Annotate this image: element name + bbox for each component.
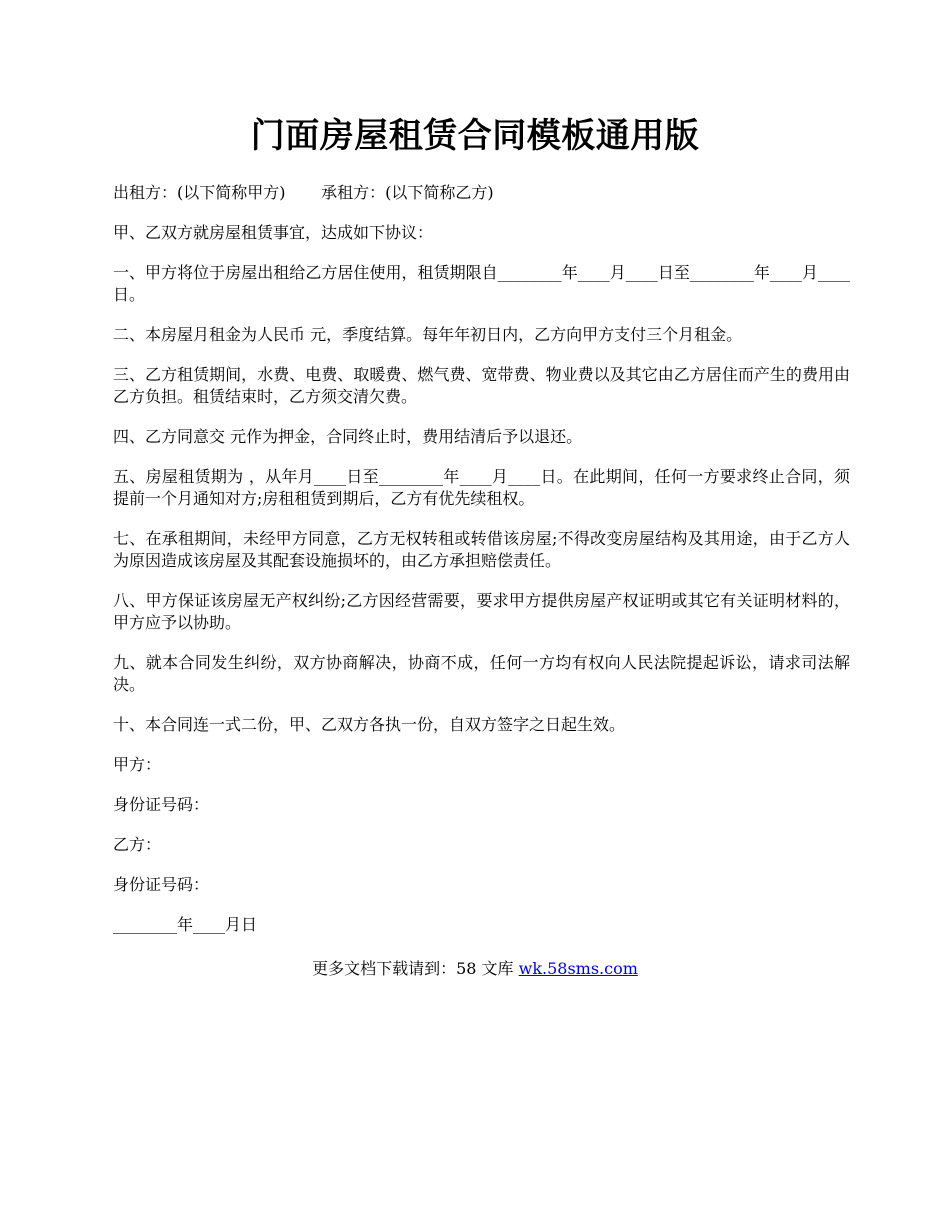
clause-8: 八、甲方保证该房屋无产权纠纷;乙方因经营需要，要求甲方提供房屋产权证明或其它有关证明材料的，甲方应予以协助。 (113, 591, 850, 632)
clause-2: 二、本房屋月租金为人民币 元，季度结算。每年年初日内，乙方向甲方支付三个月租金。 (113, 325, 743, 344)
footer-prefix: 更多文档下载请到：58 文库 (312, 959, 519, 978)
clause-1: 一、甲方将位于房屋出租给乙方居住使用，租赁期限自________年____月____日至________年____月____日。 (113, 263, 850, 304)
clause-3: 三、乙方租赁期间，水费、电费、取暖费、燃气费、宽带费、物业费以及其它由乙方居住而产生的费用由乙方负担。租赁结束时，乙方须交清欠费。 (113, 365, 850, 406)
party-b-signature: 乙方： (113, 835, 162, 854)
party-a-signature: 甲方： (113, 755, 162, 774)
party-a-id-number: 身份证号码： (113, 795, 210, 814)
clause-10: 十、本合同连一式二份，甲、乙双方各执一份，自双方签字之日起生效。 (113, 715, 626, 734)
clause-4: 四、乙方同意交 元作为押金，合同终止时，费用结清后予以退还。 (113, 427, 583, 446)
download-footer (0, 958, 950, 980)
lessor-label: 出租方：(以下简称甲方) (113, 183, 286, 202)
clause-5: 五、房屋租赁期为 ，从年月____日至________年____月____日。在此期间，任何一方要求终止合同，须提前一个月通知对方;房租租赁到期后，乙方有优先续租权。 (113, 467, 850, 508)
parties-line (113, 182, 850, 204)
clause-9: 九、就本合同发生纠纷，双方协商解决，协商不成，任何一方均有权向人民法院提起诉讼，请求司法解决。 (113, 653, 850, 694)
lessee-label: 承租方：(以下简称乙方) (321, 183, 494, 202)
signing-date: ________年____月日 (113, 915, 258, 934)
intro-paragraph: 甲、乙双方就房屋租赁事宜，达成如下协议： (113, 223, 434, 242)
party-b-id-number: 身份证号码： (113, 875, 210, 894)
document-title: 门面房屋租赁合同模板通用版 (250, 116, 700, 156)
clause-7: 七、在承租期间，未经甲方同意，乙方无权转租或转借该房屋;不得改变房屋结构及其用途，由于乙方人为原因造成该房屋及其配套设施损坏的，由乙方承担赔偿责任。 (113, 529, 850, 570)
footer-link[interactable]: wk.58sms.com (518, 959, 638, 978)
